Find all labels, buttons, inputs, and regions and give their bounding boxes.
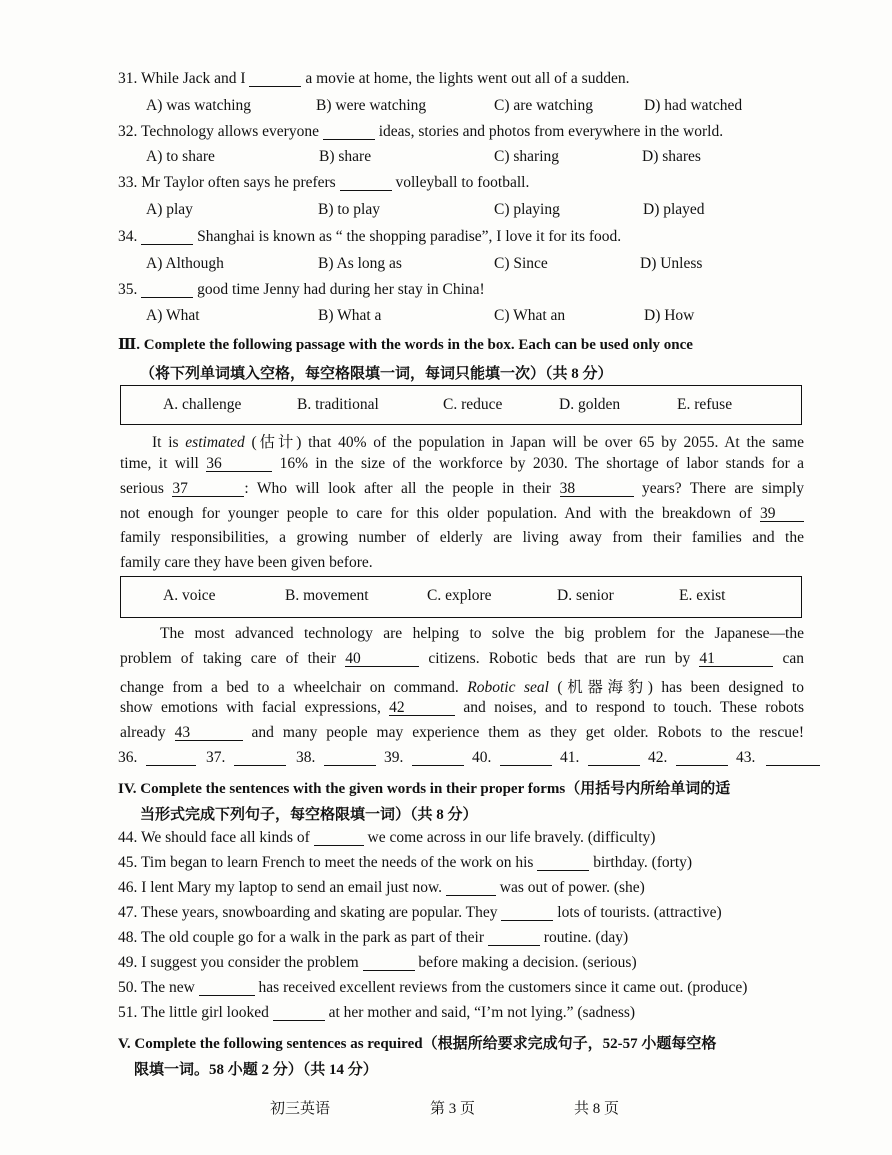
option[interactable]: D) shares — [642, 148, 701, 165]
footer-subject: 初三英语 — [270, 1101, 331, 1117]
answer-blank[interactable] — [141, 283, 193, 298]
passage-2-line: show emotions with facial expressions, 42 and noises, and to respond to touch. These robots — [120, 699, 804, 716]
section-4-subtitle: 当形式完成下列句子，每空格限填一词）（共 8 分） — [140, 807, 478, 823]
passage-1-line: family care they have been given before. — [120, 554, 373, 571]
word-option: E. exist — [679, 587, 726, 604]
option[interactable]: C) sharing — [494, 148, 560, 165]
answer-blank[interactable] — [146, 751, 196, 766]
exam-page: 31. While Jack and I a movie at home, the lights went out all of a sudden. A) was watching B) were watching C) are watching D) had watched 32. Technology allows everyone ideas, stories and photos from everywhere in the world. A) to share B) share C) sharing D) shares 33. Mr Taylor often says he prefers volleyball to football. A) play B) to play C) playing D) played 34. Shanghai is known as “ the shopping paradise”, I love it for its food. A) Although B) As long as C) Since D) Unless 35. good time Jenny had during her stay in China! A) What B) What a C) What an D) How Ⅲ. Complete the following passage with the words in the box. Each can be used only once （将下列单词填入空格，每空格限填一词，每词只能填一次）（共 8 分） A. challenge B. traditional C. reduce D. golden E. refuse It is estimated (估计) that 40% of the population in Japan will be over 65 by 2055. At the same time, it will 36 16% in the size of the workforce by 2030. The shortage of labor stands for a serious 37 : Who will look after all the people in their 38 years? There are simply not enough for younger people to care for this older population. And with the breakdown of 39 family responsibilities, a growing number of elderly are living away from their families and the family care they have been given before. A. voice B. movement C. explore D. senior E. exist The most advanced technology are helping to solve the big problem for the Japanese—the problem of taking care of their 40 citizens. Robotic beds that are run by 41 can change from a bed to a wheelchair on command. Robotic seal (机器海豹) has been designed to show emotions with facial expressions, 42 and noises, and to respond to touch. These robots already 43 and many people may experience them as they get older. Robots to the rescue! 36. 37. 38. 39. 40. 41. 42. 43. IV. Complete the sentences with the given words in their proper forms（用括号内所给单词的适 当形式完成下列句子，每空格限填一词）（共 8 分） 44. We should face all kinds of we come across in our life bravely. (difficulty) 45. Tim began to learn French to meet the needs of the work on his birthday. (forty) 46. I lent Mary my laptop to send an email just now. was out of power. (she) 47. These years, snowboarding and skating are popular. They lots of tourists. (attractive) 48. The old couple go for a walk in the park as part of their routine. (day) 49. I suggest you consider the problem before making a decision. (serious) 50. The new has received excellent reviews from the customers since it came out. (produce) 51. The little girl looked at her mother and said, “I’m not lying.” (sadness) V. Complete the following sentences as required（根据所给要求完成句子，52-57 小题每空格 限填一词。58 小题 2 分）（共 14 分） 初三英语 第 3 页 共 8 页 — [0, 0, 892, 1155]
passage-1-line: time, it will 36 16% in the size of the workforce by 2030. The shortage of labor stands for a — [120, 455, 805, 472]
option[interactable]: C) are watching — [494, 97, 593, 114]
answer-blank[interactable] — [323, 125, 375, 140]
sentence-51: 51. The little girl looked at her mother and said, “I’m not lying.” (sadness) — [118, 1004, 636, 1021]
option[interactable]: B) share — [319, 148, 372, 165]
passage-1-line: family responsibilities, a growing number of elderly are living away from their families and the — [120, 529, 804, 546]
passage-2-line: problem of taking care of their 40 citizens. Robotic beds that are run by 41 can — [120, 650, 805, 667]
option[interactable]: B) were watching — [316, 97, 427, 114]
option[interactable]: C) What an — [494, 307, 566, 324]
answer-blank[interactable] — [500, 751, 552, 766]
word-option: C. explore — [427, 587, 492, 604]
word-option: A. voice — [163, 587, 216, 604]
option[interactable]: D) How — [644, 307, 695, 324]
blank-38[interactable]: 38 — [560, 482, 634, 497]
answer-blank[interactable] — [446, 881, 496, 896]
sentence-45: 45. Tim began to learn French to meet the needs of the work on his birthday. (forty) — [118, 854, 693, 871]
word-box-2 — [120, 576, 802, 618]
answer-blank[interactable] — [676, 751, 728, 766]
answer-blank[interactable] — [412, 751, 464, 766]
answer-blank[interactable] — [234, 751, 286, 766]
option[interactable]: A) play — [146, 201, 193, 218]
passage-2-line: The most advanced technology are helping to solve the big problem for the Japanese—the — [160, 625, 804, 642]
passage-1-line: serious 37 : Who will look after all the people in their 38 years? There are simply — [120, 480, 805, 497]
option[interactable]: A) was watching — [146, 97, 252, 114]
sentence-48: 48. The old couple go for a walk in the park as part of their routine. (day) — [118, 929, 629, 946]
answer-blank[interactable] — [340, 176, 392, 191]
blank-37[interactable]: 37 — [172, 482, 244, 497]
section-3-subtitle: （将下列单词填入空格，每空格限填一词，每词只能填一次）（共 8 分） — [140, 366, 613, 382]
footer-total-pages: 共 8 页 — [574, 1101, 620, 1117]
blank-43[interactable]: 43 — [175, 726, 243, 741]
answer-blank[interactable] — [766, 751, 820, 766]
question-33: 33. Mr Taylor often says he prefers volleyball to football. — [118, 174, 530, 191]
passage-1-line: not enough for younger people to care for this older population. And with the breakdown of 39 — [120, 505, 804, 523]
answer-blank[interactable] — [314, 831, 364, 846]
option[interactable]: A) to share — [146, 148, 215, 165]
option[interactable]: A) Although — [146, 255, 224, 272]
answer-blank[interactable] — [588, 751, 640, 766]
passage-1-line: It is estimated (估计) that 40% of the population in Japan will be over 65 by 2055. At the same — [152, 434, 804, 451]
option[interactable]: B) As long as — [318, 255, 402, 272]
answer-blank[interactable] — [249, 72, 301, 87]
option[interactable]: B) to play — [318, 201, 380, 218]
option[interactable]: B) What a — [318, 307, 382, 324]
answer-blank[interactable] — [501, 906, 553, 921]
word-option: B. traditional — [297, 396, 379, 413]
option[interactable]: D) played — [643, 201, 705, 218]
option[interactable]: A) What — [146, 307, 200, 324]
blank-39[interactable]: 39 — [760, 507, 804, 522]
blank-36[interactable]: 36 — [206, 457, 272, 472]
section-5-title: V. Complete the following sentences as required（根据所给要求完成句子，52-57 小题每空格 — [118, 1036, 717, 1052]
blank-40[interactable]: 40 — [345, 652, 419, 667]
blank-42[interactable]: 42 — [389, 701, 455, 716]
passage-2-line: already 43 and many people may experience them as they get older. Robots to the rescue! — [120, 724, 805, 741]
word-option: E. refuse — [677, 396, 733, 413]
option[interactable]: D) had watched — [644, 97, 743, 114]
answer-blank[interactable] — [199, 981, 255, 996]
footer-page-number: 第 3 页 — [430, 1101, 476, 1117]
blank-41[interactable]: 41 — [699, 652, 773, 667]
answer-blank[interactable] — [324, 751, 376, 766]
question-31: 31. While Jack and I a movie at home, the lights went out all of a sudden. — [118, 70, 630, 87]
answer-blank[interactable] — [363, 956, 415, 971]
answer-blank[interactable] — [488, 931, 540, 946]
word-option: D. senior — [557, 587, 614, 604]
question-32: 32. Technology allows everyone ideas, stories and photos from everywhere in the world. — [118, 123, 724, 140]
sentence-47: 47. These years, snowboarding and skating are popular. They lots of tourists. (attractive) — [118, 904, 722, 921]
sentence-44: 44. We should face all kinds of we come across in our life bravely. (difficulty) — [118, 829, 656, 846]
answer-blank[interactable] — [537, 856, 589, 871]
option[interactable]: D) Unless — [640, 255, 703, 272]
sentence-46: 46. I lent Mary my laptop to send an email just now. was out of power. (she) — [118, 879, 645, 896]
word-box-1 — [120, 385, 802, 425]
word-option: D. golden — [559, 396, 621, 413]
word-option: B. movement — [285, 587, 369, 604]
sentence-49: 49. I suggest you consider the problem before making a decision. (serious) — [118, 954, 637, 971]
question-35: 35. good time Jenny had during her stay in China! — [118, 281, 485, 298]
sentence-50: 50. The new has received excellent reviews from the customers since it came out. (produce) — [118, 979, 748, 996]
question-34: 34. Shanghai is known as “ the shopping paradise”, I love it for its food. — [118, 228, 622, 245]
section-4-title: IV. Complete the sentences with the given words in their proper forms（用括号内所给单词的适 — [118, 781, 731, 797]
answer-blank[interactable] — [141, 230, 193, 245]
option[interactable]: C) Since — [494, 255, 548, 272]
word-option: C. reduce — [443, 396, 503, 413]
section-3-title: Ⅲ. Complete the following passage with the words in the box. Each can be used only once — [118, 337, 693, 353]
option[interactable]: C) playing — [494, 201, 560, 218]
passage-2-line: change from a bed to a wheelchair on command. Robotic seal (机器海豹) has been designed to — [120, 679, 804, 696]
section-5-subtitle: 限填一词。58 小题 2 分）（共 14 分） — [134, 1062, 378, 1078]
word-option: A. challenge — [163, 396, 242, 413]
answer-blank[interactable] — [273, 1006, 325, 1021]
